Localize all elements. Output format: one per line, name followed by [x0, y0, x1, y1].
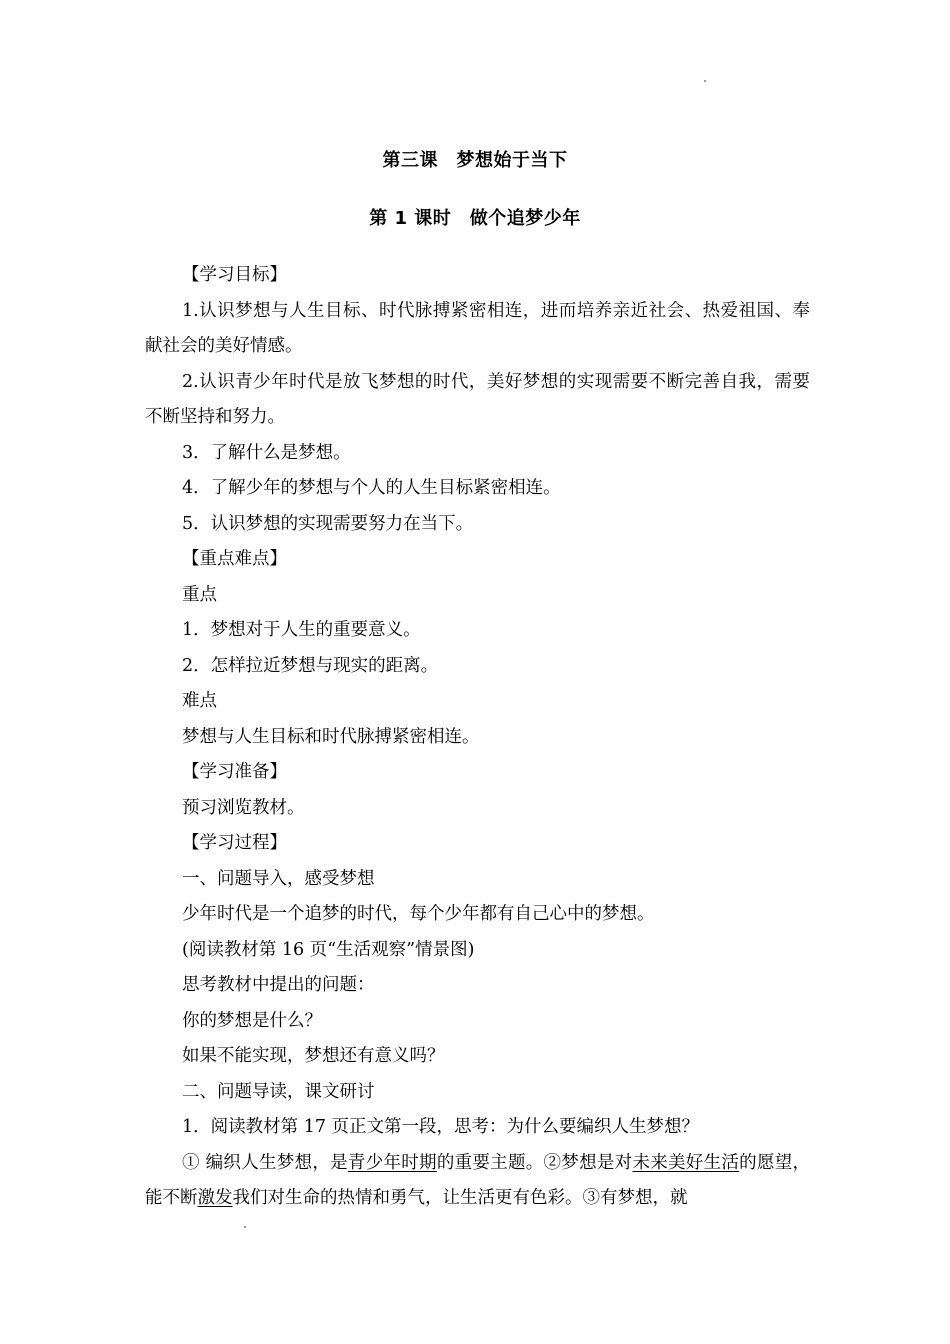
underlined-keyword: 未来美好生活: [632, 1152, 740, 1173]
answer-text: ① 编织人生梦想，是: [182, 1152, 348, 1173]
answer-text: 我们对生命的热情和勇气，让生活更有色彩。③有梦想，就: [232, 1188, 688, 1208]
section-heading-key-points: 【重点难点】: [182, 549, 287, 569]
process-text: 思考教材中提出的问题：: [182, 975, 375, 995]
question-item: 你的梦想是什么？: [182, 1010, 322, 1031]
section-heading-preparation: 【学习准备】: [182, 762, 287, 782]
document-body: [145, 258, 810, 1217]
preparation-item: 预习浏览教材。: [182, 797, 305, 818]
underlined-keyword: 激发: [197, 1188, 233, 1208]
difficulty-item: 梦想与人生目标和时代脉搏紧密相连。: [182, 726, 480, 747]
process-text: 少年时代是一个追梦的时代，每个少年都有自己心中的梦想。: [182, 904, 655, 924]
process-step-heading: 一、问题导入，感受梦想: [182, 868, 375, 889]
scan-dot-top: [704, 80, 706, 82]
reading-question: 1．阅读教材第 17 页正文第一段，思考：为什么要编织人生梦想？: [182, 1117, 700, 1137]
underlined-keyword: 青少年时期: [347, 1152, 437, 1173]
scan-dot-bottom: [244, 1226, 246, 1228]
section-heading-goals: 【学习目标】: [182, 265, 287, 285]
goal-item: 4．了解少年的梦想与个人的人生目标紧密相连。: [182, 478, 561, 498]
answer-text: 的愿望，能不断: [145, 1152, 811, 1208]
period-title: 第 1 课时 做个追梦少年: [369, 208, 581, 229]
key-point-item: 2．怎样拉近梦想与现实的距离。: [182, 655, 439, 676]
goal-item: 3．了解什么是梦想。: [182, 442, 351, 463]
lesson-title: 第三课 梦想始于当下: [382, 150, 568, 171]
subheading-key: 重点: [182, 584, 217, 605]
process-text: (阅读教材第 16 页“生活观察”情景图): [182, 939, 475, 960]
answer-text: 的重要主题。②梦想是对: [436, 1152, 633, 1173]
section-heading-process: 【学习过程】: [182, 833, 287, 853]
key-point-item: 1．梦想对于人生的重要意义。: [182, 620, 421, 640]
process-step-heading: 二、问题导读，课文研讨: [182, 1081, 375, 1102]
answer-paragraph: [145, 1146, 810, 1217]
goal-item: 5．认识梦想的实现需要努力在当下。: [182, 513, 474, 534]
question-item: 如果不能实现，梦想还有意义吗？: [182, 1046, 445, 1066]
goal-item: 1.认识梦想与人生目标、时代脉搏紧密相连，进而培养亲近社会、热爱祖国、奉献社会的美好情感。: [145, 300, 810, 356]
goal-item: 2.认识青少年时代是放飞梦想的时代，美好梦想的实现需要不断完善自我，需要不断坚持和努力。: [145, 371, 810, 427]
subheading-difficulty: 难点: [182, 691, 217, 711]
